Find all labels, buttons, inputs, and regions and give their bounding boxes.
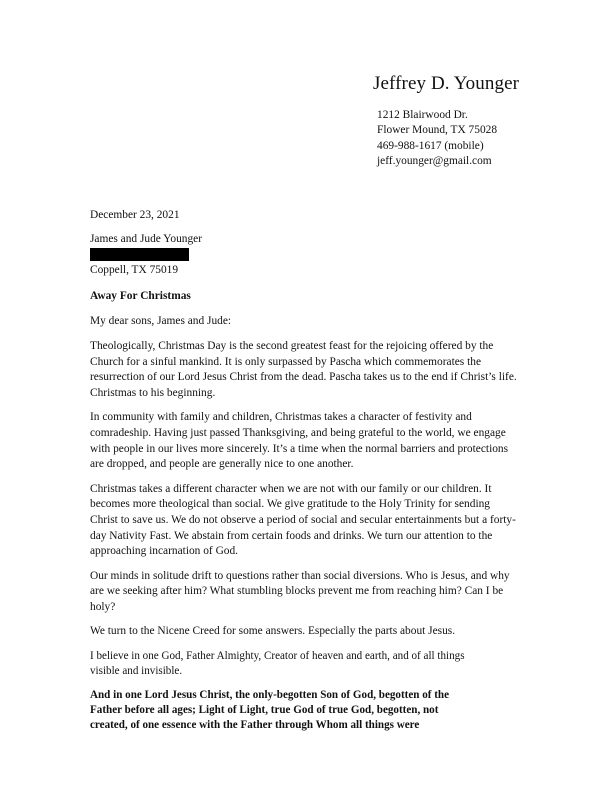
creed-quote-bold: And in one Lord Jesus Christ, the only-begotten Son of God, begotten of the Father before all ages; Light of Light, true God of true God, begotten, not created, of one essence with the Father through Whom all things were (90, 688, 450, 732)
creed-quote: I believe in one God, Father Almighty, Creator of heaven and earth, and of all things visible and invisible. (90, 650, 465, 678)
recipient-city: Coppell, TX 75019 (90, 264, 179, 277)
paragraph: Christmas takes a different character when we are not with our family or our children. It becomes more theological than social. We give gratitude to the Holy Trinity for sending Christ to save us. We do not observe a period of social and secular entertainments but a forty-day Nativity Fast. We abstain from certain foods and drinks. We turn our attention to the approaching incarnation of God. (90, 482, 516, 558)
sender-name: Jeffrey D. Younger (373, 73, 520, 94)
letter-body (90, 208, 520, 734)
recipient-name: James and Jude Younger (90, 232, 202, 245)
address-phone: 469-988-1617 (mobile) (377, 139, 484, 152)
letter-subject: Away For Christmas (90, 289, 191, 302)
address-street: 1212 Blairwood Dr. (377, 109, 468, 121)
sender-address (377, 108, 497, 169)
letter-greeting: My dear sons, James and Jude: (90, 315, 232, 328)
redaction-bar (90, 248, 189, 261)
paragraph: Our minds in solitude drift to questions rather than social diversions. Who is Jesus, and why are we seeking after him? What stumbling blocks prevent me from reaching him? Can I be holy? (90, 569, 510, 613)
letter-date: December 23, 2021 (90, 209, 180, 221)
paragraph: Theologically, Christmas Day is the second greatest feast for the rejoicing offered by the Church for a sinful mankind. It is only surpassed by Pascha which commemorates the resurrection of our Lord Jesus Christ from the dead. Pascha takes us to the end if Christ’s life. Christmas to his beginning. (90, 339, 517, 399)
paragraph: In community with family and children, Christmas takes a character of festivity and comradeship. Having just passed Thanksgiving, and being grateful to the world, we engage with people in our lives more sincerely. It’s a time when the normal barriers and protections are dropped, and people are generally nice to one another. (90, 411, 509, 471)
paragraph: We turn to the Nicene Creed for some answers. Especially the parts about Jesus. (90, 625, 456, 638)
address-email: jeff.younger@gmail.com (377, 154, 492, 167)
address-city: Flower Mound, TX 75028 (377, 124, 498, 137)
